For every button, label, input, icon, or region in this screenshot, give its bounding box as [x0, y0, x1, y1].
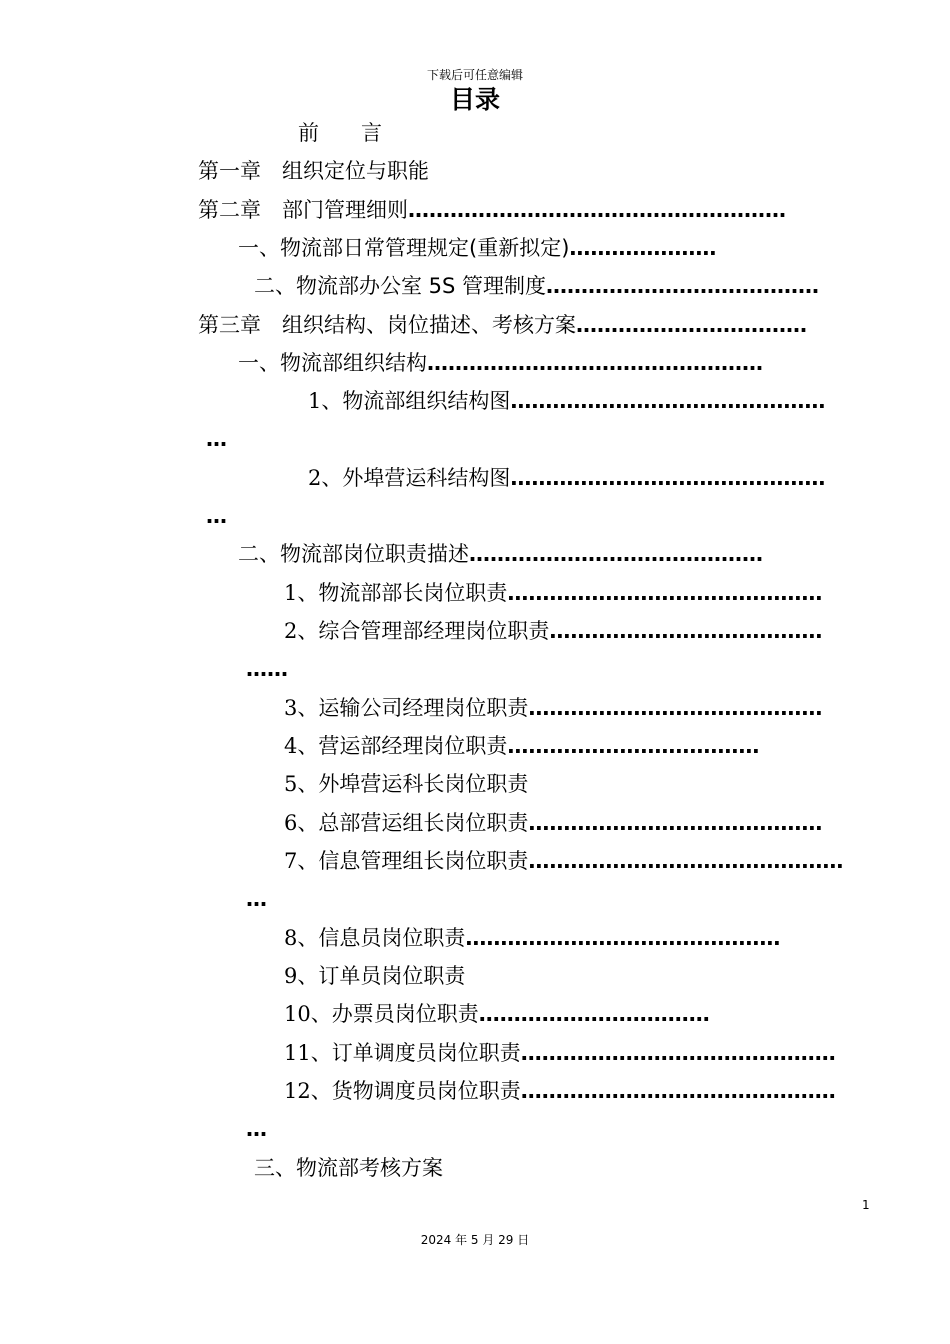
toc-leader-dots: ………………………………………: [507, 581, 823, 605]
toc-entry: [284, 1040, 836, 1066]
toc-entry: [198, 197, 786, 223]
toc-leader-dots: ………………………………………: [465, 926, 781, 950]
toc-entry-text: 9、订单员岗位职责: [284, 964, 466, 988]
toc-leader-dots: ………………………………………: [528, 849, 844, 873]
toc-entry: [284, 771, 528, 797]
toc-entry-text: 第二章 部门管理细则: [198, 198, 408, 222]
toc-leader-dots: ………………………………………: [520, 1079, 836, 1103]
toc-leader-dots: ………………………………………………: [408, 198, 786, 222]
toc-leader-dots: …………………: [569, 236, 717, 260]
toc-entry-text: 7、信息管理组长岗位职责: [284, 849, 529, 873]
toc-leader-dots: ……………………………: [478, 1002, 710, 1026]
toc-entry: [284, 1078, 836, 1104]
toc-leader-dots: ………………………………: [507, 734, 760, 758]
toc-entry: [284, 1001, 710, 1027]
toc-entry-continuation: [206, 426, 227, 452]
toc-leader-dots: …………………………………: [549, 619, 823, 643]
toc-entry: [284, 810, 822, 836]
toc-entry-text: 三、物流部考核方案: [254, 1156, 443, 1180]
page-number: 1: [862, 1198, 870, 1212]
toc-entry: [198, 312, 807, 338]
toc-leader-dots: ……………………………………: [469, 542, 763, 566]
toc-leader-dots: …: [246, 887, 267, 911]
toc-entry: [254, 1155, 443, 1181]
toc-entry-continuation: [206, 503, 227, 529]
toc-leader-dots: ……: [246, 657, 288, 681]
toc-entry-text: 二、物流部办公室 5S 管理制度: [254, 274, 547, 298]
toc-entry-text: 2、综合管理部经理岗位职责: [284, 619, 550, 643]
toc-leader-dots: …………………………………………: [427, 351, 763, 375]
toc-entry-text: 一、物流部组织结构: [238, 351, 427, 375]
toc-entry-text: 2、外埠营运科结构图: [308, 466, 511, 490]
toc-entry-text: 6、总部营运组长岗位职责: [284, 811, 529, 835]
toc-entry-text: 第三章 组织结构、岗位描述、考核方案: [198, 313, 576, 337]
toc-entry-text: 11、订单调度员岗位职责: [284, 1041, 521, 1065]
footer-date: 2024 年 5 月 29 日: [420, 1233, 530, 1247]
toc-entry: [308, 388, 825, 414]
toc-leader-dots: …: [246, 1117, 267, 1141]
toc-entry: [284, 618, 822, 644]
toc-leader-dots: ………………………………………: [510, 389, 826, 413]
toc-entry: [284, 733, 759, 759]
toc-leader-dots: …………………………………: [546, 274, 820, 298]
toc-entry: [284, 695, 822, 721]
toc-entry-text: 8、信息员岗位职责: [284, 926, 466, 950]
toc-entry-continuation: [246, 1116, 267, 1142]
toc-entry: [298, 120, 382, 146]
toc-entry: [284, 925, 780, 951]
toc-entry-text: 4、营运部经理岗位职责: [284, 734, 508, 758]
toc-entry: [238, 235, 716, 261]
document-title: 目录: [449, 85, 500, 114]
toc-leader-dots: …: [206, 504, 227, 528]
toc-entry: [198, 158, 429, 184]
toc-leader-dots: ……………………………………: [528, 696, 823, 720]
toc-entry-text: 第一章 组织定位与职能: [198, 159, 429, 183]
toc-entry-text: 一、物流部日常管理规定(重新拟定): [238, 236, 570, 260]
toc-leader-dots: …: [206, 427, 227, 451]
toc-entry-text: 1、物流部组织结构图: [308, 389, 511, 413]
toc-leader-dots: ………………………………………: [520, 1041, 836, 1065]
toc-leader-dots: ………………………………………: [510, 466, 826, 490]
toc-entry: [238, 350, 763, 376]
toc-entry-text: 1、物流部部长岗位职责: [284, 581, 508, 605]
toc-entry: [284, 963, 465, 989]
toc-entry-text: 前 言: [298, 121, 382, 145]
toc-entry-text: 12、货物调度员岗位职责: [284, 1079, 521, 1103]
toc-entry-text: 10、办票员岗位职责: [284, 1002, 479, 1026]
toc-entry: [284, 580, 822, 606]
toc-entry-text: 二、物流部岗位职责描述: [238, 542, 469, 566]
toc-entry: [254, 273, 819, 299]
header-note: 下载后可任意编辑: [426, 68, 523, 82]
toc-entry: [238, 541, 763, 567]
toc-entry-continuation: [246, 656, 288, 682]
toc-leader-dots: ……………………………………: [528, 811, 823, 835]
toc-entry-text: 3、运输公司经理岗位职责: [284, 696, 529, 720]
toc-leader-dots: ……………………………: [576, 313, 807, 337]
toc-entry-text: 5、外埠营运科长岗位职责: [284, 772, 529, 796]
toc-entry: [284, 848, 843, 874]
toc-entry-continuation: [246, 886, 267, 912]
toc-entry: [308, 465, 825, 491]
